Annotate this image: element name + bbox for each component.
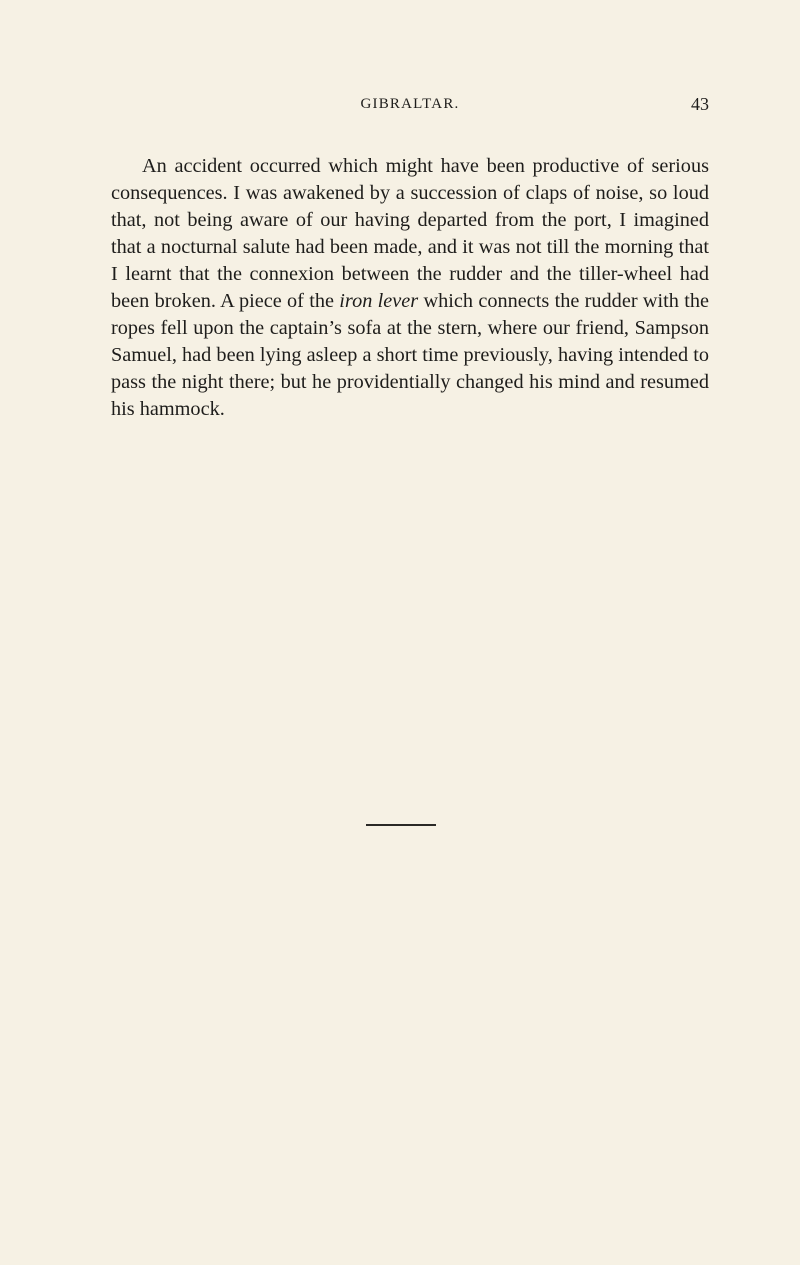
paragraph-text-part-2: which connects the rudder with the ropes fell upon the captain’s sofa at the stern, where our friend, Sampson Samuel, had been lying asleep a short time previously, having intended to pass the night there; but he providentially changed his mind and resumed his hammock. <box>111 290 709 420</box>
running-head <box>111 94 709 118</box>
paragraph-text-part-1: An accident occurred which might have been productive of serious consequences. I was awakened by a succession of claps of noise, so loud that, not being aware of our having departed from the port, I imagined that a nocturnal salute had been made, and it was not till the morning that I learnt that the connexion between the rudder and the tiller-wheel had been broken. A piece of the <box>111 155 709 312</box>
running-title: GIBRALTAR. <box>360 96 460 112</box>
section-divider-rule <box>366 824 436 826</box>
italic-phrase: iron lever <box>339 290 419 312</box>
page-number: 43 <box>691 94 709 114</box>
body-text <box>111 153 709 423</box>
paragraph <box>111 153 709 423</box>
